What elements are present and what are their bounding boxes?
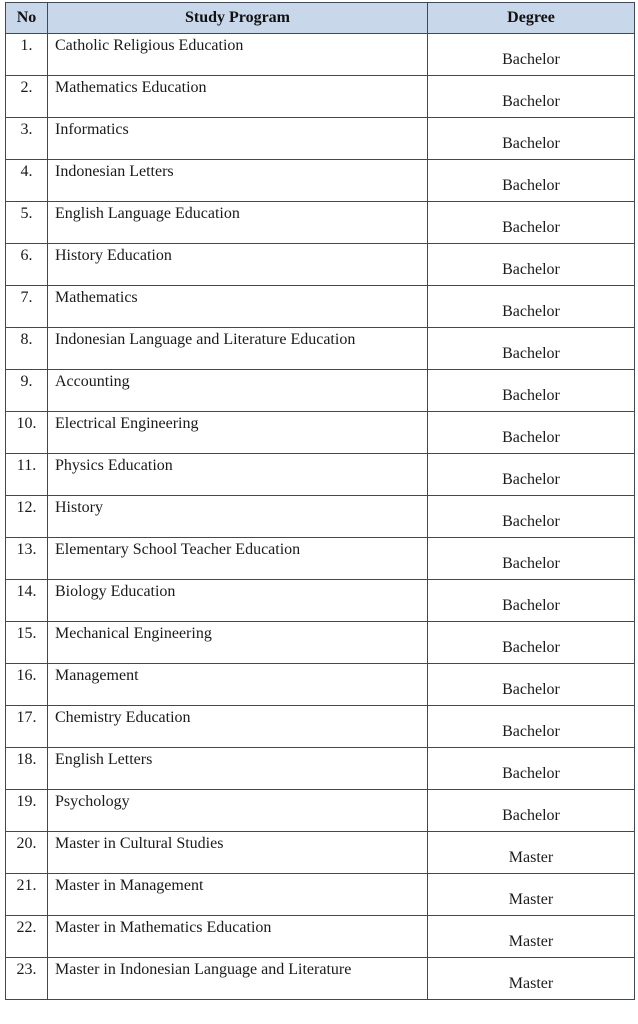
degree-value: Bachelor — [428, 160, 635, 202]
row-number: 12. — [6, 496, 48, 538]
study-program-name: English Language Education — [48, 202, 428, 244]
degree-value: Bachelor — [428, 286, 635, 328]
table-row — [6, 244, 635, 286]
table-row — [6, 328, 635, 370]
study-program-name: History Education — [48, 244, 428, 286]
header-study-program: Study Program — [48, 3, 428, 34]
study-program-name: Master in Mathematics Education — [48, 916, 428, 958]
table-row — [6, 370, 635, 412]
table-row — [6, 706, 635, 748]
study-program-name: Management — [48, 664, 428, 706]
study-program-table — [5, 2, 635, 1000]
table-row — [6, 34, 635, 76]
study-program-name: Biology Education — [48, 580, 428, 622]
degree-value: Master — [428, 958, 635, 1000]
table-body — [6, 34, 635, 1000]
degree-value: Bachelor — [428, 118, 635, 160]
row-number: 3. — [6, 118, 48, 160]
degree-value: Bachelor — [428, 34, 635, 76]
row-number: 18. — [6, 748, 48, 790]
row-number: 19. — [6, 790, 48, 832]
table-row — [6, 748, 635, 790]
row-number: 6. — [6, 244, 48, 286]
study-program-name: Chemistry Education — [48, 706, 428, 748]
table-row — [6, 874, 635, 916]
degree-value: Bachelor — [428, 748, 635, 790]
row-number: 16. — [6, 664, 48, 706]
table-row — [6, 76, 635, 118]
degree-value: Master — [428, 916, 635, 958]
header-degree: Degree — [428, 3, 635, 34]
degree-value: Bachelor — [428, 244, 635, 286]
row-number: 9. — [6, 370, 48, 412]
row-number: 8. — [6, 328, 48, 370]
study-program-name: Physics Education — [48, 454, 428, 496]
row-number: 21. — [6, 874, 48, 916]
row-number: 20. — [6, 832, 48, 874]
header-no: No — [6, 3, 48, 34]
row-number: 10. — [6, 412, 48, 454]
row-number: 15. — [6, 622, 48, 664]
table-row — [6, 118, 635, 160]
row-number: 17. — [6, 706, 48, 748]
degree-value: Bachelor — [428, 328, 635, 370]
table-row — [6, 286, 635, 328]
row-number: 1. — [6, 34, 48, 76]
table-row — [6, 160, 635, 202]
degree-value: Bachelor — [428, 76, 635, 118]
study-program-name: Master in Cultural Studies — [48, 832, 428, 874]
row-number: 22. — [6, 916, 48, 958]
table-header — [6, 3, 635, 34]
degree-value: Bachelor — [428, 496, 635, 538]
degree-value: Bachelor — [428, 580, 635, 622]
study-program-name: Indonesian Language and Literature Education — [48, 328, 428, 370]
row-number: 13. — [6, 538, 48, 580]
study-program-table-container — [5, 2, 634, 1000]
degree-value: Bachelor — [428, 790, 635, 832]
degree-value: Bachelor — [428, 706, 635, 748]
table-row — [6, 832, 635, 874]
table-row — [6, 538, 635, 580]
degree-value: Bachelor — [428, 370, 635, 412]
table-row — [6, 916, 635, 958]
table-row — [6, 454, 635, 496]
row-number: 4. — [6, 160, 48, 202]
degree-value: Bachelor — [428, 538, 635, 580]
study-program-name: History — [48, 496, 428, 538]
study-program-name: Mathematics — [48, 286, 428, 328]
degree-value: Bachelor — [428, 454, 635, 496]
study-program-name: Elementary School Teacher Education — [48, 538, 428, 580]
study-program-name: Master in Management — [48, 874, 428, 916]
table-row — [6, 790, 635, 832]
degree-value: Master — [428, 832, 635, 874]
degree-value: Bachelor — [428, 664, 635, 706]
row-number: 5. — [6, 202, 48, 244]
table-row — [6, 412, 635, 454]
table-row — [6, 622, 635, 664]
study-program-name: Mechanical Engineering — [48, 622, 428, 664]
table-row — [6, 202, 635, 244]
study-program-name: Catholic Religious Education — [48, 34, 428, 76]
study-program-name: Mathematics Education — [48, 76, 428, 118]
study-program-name: Electrical Engineering — [48, 412, 428, 454]
row-number: 23. — [6, 958, 48, 1000]
degree-value: Bachelor — [428, 202, 635, 244]
row-number: 14. — [6, 580, 48, 622]
degree-value: Master — [428, 874, 635, 916]
table-row — [6, 664, 635, 706]
study-program-name: Indonesian Letters — [48, 160, 428, 202]
header-row — [6, 3, 635, 34]
row-number: 7. — [6, 286, 48, 328]
study-program-name: Informatics — [48, 118, 428, 160]
study-program-name: Psychology — [48, 790, 428, 832]
table-row — [6, 496, 635, 538]
degree-value: Bachelor — [428, 622, 635, 664]
study-program-name: Master in Indonesian Language and Literature — [48, 958, 428, 1000]
row-number: 2. — [6, 76, 48, 118]
study-program-name: Accounting — [48, 370, 428, 412]
table-row — [6, 958, 635, 1000]
degree-value: Bachelor — [428, 412, 635, 454]
study-program-name: English Letters — [48, 748, 428, 790]
table-row — [6, 580, 635, 622]
row-number: 11. — [6, 454, 48, 496]
